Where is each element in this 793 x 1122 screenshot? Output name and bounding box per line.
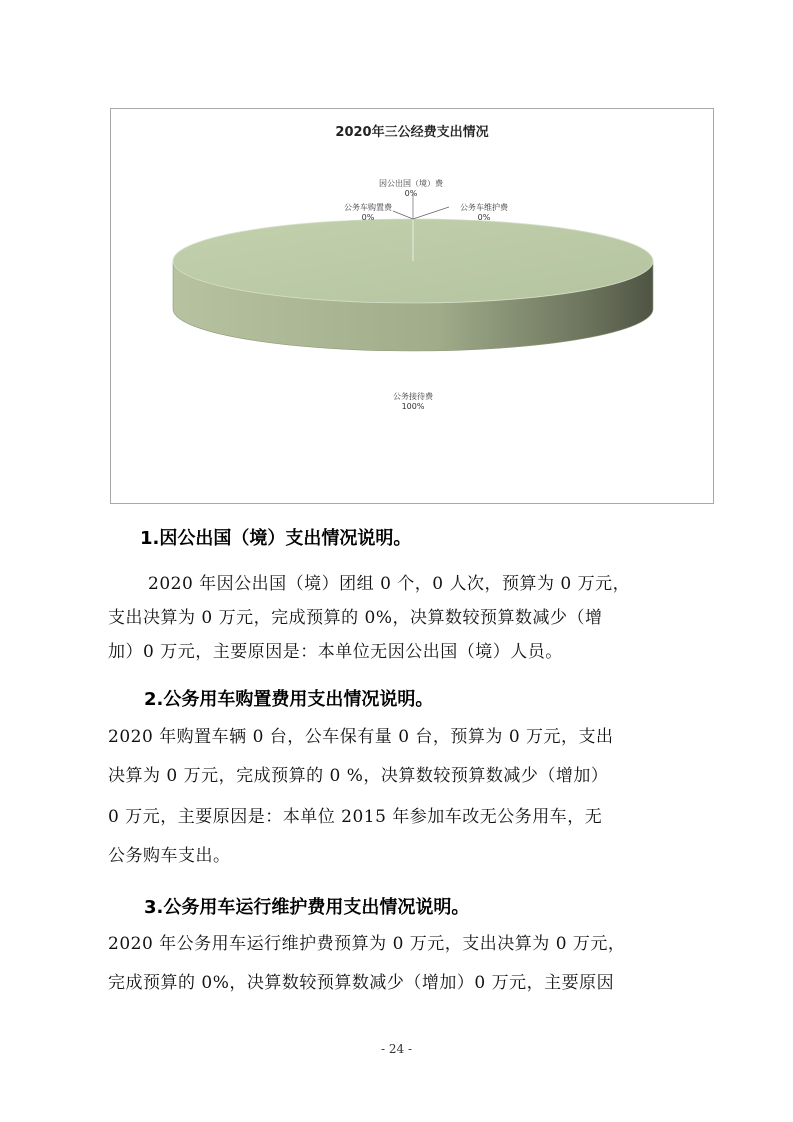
chart-title: 2020年三公经费支出情况 <box>335 125 489 140</box>
pie-label-vehicle-maintenance-value: 0% <box>477 213 491 222</box>
pie-label-overseas-name: 因公出国（境）费 <box>379 179 443 188</box>
pie-label-reception <box>373 392 453 412</box>
pie-label-overseas-value: 0% <box>404 189 418 198</box>
section-2-line-3: 0 万元，主要原因是：本单位 2015 年参加车改无公务用车，无 <box>108 807 603 827</box>
pie-label-vehicle-purchase-name: 公务车购置费 <box>344 203 392 212</box>
page-number: - 24 - <box>380 1042 412 1056</box>
pie-label-vehicle-maintenance-name: 公务车维护费 <box>460 203 508 212</box>
pie-label-reception-name: 公务接待费 <box>393 392 433 401</box>
pie-label-vehicle-purchase <box>333 203 403 223</box>
section-2-heading: 2.公务用车购置费用支出情况说明。 <box>144 689 434 710</box>
pie-chart <box>110 108 714 504</box>
section-1-line-3: 加）0 万元，主要原因是：本单位无因公出国（境）人员。 <box>108 642 563 662</box>
pie-label-vehicle-maintenance <box>449 203 519 223</box>
section-2-line-4: 公务购车支出。 <box>108 846 231 866</box>
section-2-line-1: 2020 年购置车辆 0 台，公车保有量 0 台，预算为 0 万元，支出 <box>108 727 614 747</box>
section-3-line-2: 完成预算的 0%，决算数较预算数减少（增加）0 万元，主要原因 <box>108 973 615 993</box>
section-1-line-2: 支出决算为 0 万元，完成预算的 0%，决算数较预算数减少（增 <box>108 608 603 628</box>
section-2-line-2: 决算为 0 万元，完成预算的 0 %，决算数较预算数减少（增加） <box>108 766 609 786</box>
pie-label-reception-value: 100% <box>401 402 425 411</box>
section-3-heading: 3.公务用车运行维护费用支出情况说明。 <box>144 897 470 918</box>
section-3-line-1: 2020 年公务用车运行维护费预算为 0 万元，支出决算为 0 万元， <box>108 934 626 954</box>
section-1-heading: 1.因公出国（境）支出情况说明。 <box>140 528 412 549</box>
pie-label-vehicle-purchase-value: 0% <box>361 213 375 222</box>
leader-line-vehicle-maintenance <box>413 207 449 219</box>
pie-chart-canvas <box>111 109 715 505</box>
section-1-line-1: 2020 年因公出国（境）团组 0 个，0 人次，预算为 0 万元， <box>148 574 631 594</box>
pie-label-overseas <box>366 179 456 199</box>
